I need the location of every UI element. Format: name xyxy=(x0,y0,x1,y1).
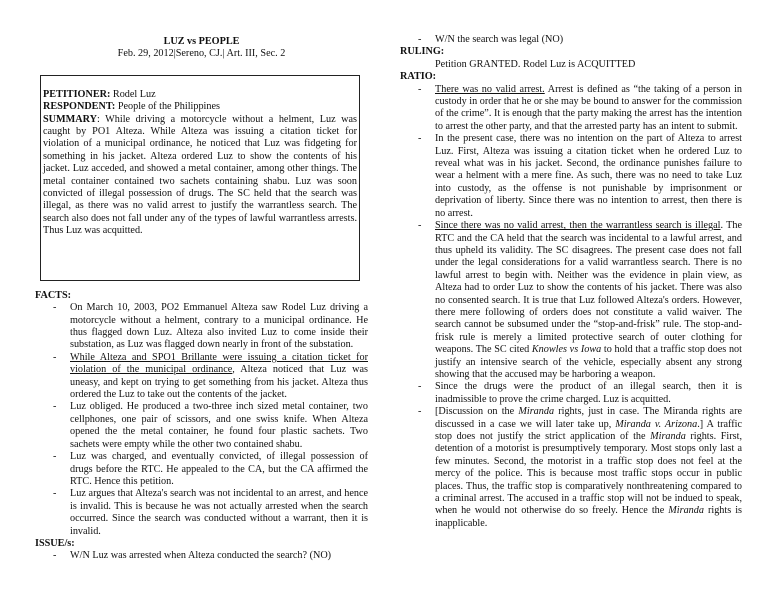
list-item xyxy=(35,352,368,402)
petitioner-label: PETITIONER: xyxy=(43,88,111,100)
respondent-label: RESPONDENT: xyxy=(43,101,116,113)
ratio-text: . The RTC and the CA held that the search was incidental to a lawful arrest, and thus upheld its validity. The SC disagrees. The present case does not fall under the legal considerations for a valid warrantless search. There is no lawful arrest to begin with. Neither was the evidence in plain view, as Alteza had to order Luz to show the contents of his jacket. There was also no consented search. It is true that Luz followed Alteza's orders. However, there mere following of orders does not constitute a valid waiver. The search cannot be subsumed under the “stop-and-frisk” rule. The stop-and-frisk rule is merely a limited protective search of outer clothing for weapons. The SC cited xyxy=(435,220,742,356)
summary-box xyxy=(40,75,360,281)
ratio-text: In the present case, there was no intention on the part of Alteza to arrest Luz. First, Alteza was issuing a citation ticket when he ordered Luz to reveal what was in his jacket. Second, the ordinance punishes failure to wear a helment with a mere fine. As such, there was no need to take Luz into custody, as the offense is not punishable by imprisonment or deprivation of liberty. Since there was no intention to arrest, then there is no arrest. xyxy=(435,133,742,219)
miranda-italic: Miranda xyxy=(668,505,704,517)
list-item xyxy=(35,451,368,488)
fact-text: Luz was charged, and eventually convicted, of illegal possession of drugs before the RTC. He appealed to the CA, but the CA affirmed the RTC. Hence this petition. xyxy=(70,451,368,487)
list-item xyxy=(400,381,742,406)
ruling-text: Petition GRANTED. Rodel Luz is ACQUITTED xyxy=(435,58,636,70)
facts-section xyxy=(35,290,368,538)
list-item xyxy=(35,550,368,562)
ratio-text: rights is inapplicable. xyxy=(435,505,742,529)
summary-label: SUMMARY xyxy=(43,113,97,125)
ratio-underlined: Since there was no valid arrest, then the warrantless search is illegal xyxy=(435,220,721,232)
fact-underlined: While Alteza and SPO1 Brillante were issuing a citation ticket for violation of the municipal ordinance xyxy=(70,351,368,376)
ratio-text: .] A traffic stop does not justify the strict application of the xyxy=(435,418,742,442)
issues-heading: ISSUE/s: xyxy=(35,537,75,549)
miranda-italic: Miranda xyxy=(650,431,686,442)
fact-text: On March 10, 2003, PO2 Emmanuel Alteza saw Rodel Luz driving a motorcycle without a helment, contrary to a municipal ordinance. He thus flagged down Luz. Alteza also invited Luz to come inside their substation, as Luz was flagged down nearly in front of the substation. xyxy=(70,302,368,351)
facts-list xyxy=(35,302,368,538)
fact-text: Luz argues that Alteza's search was not incidental to an arrest, and hence is invalid. This is because he was not actually arrested when the search occurred. Since the search was conducted without a warrant, then it is invalid. xyxy=(70,488,368,537)
fact-text: Luz obliged. He produced a two-three inch sized metal container, two cellphones, one pair of scissors, and one swiss knife. When Alteza opened the the metal container, he found four plastic sachets. Two sachets were empty while the other two contained shabu. xyxy=(70,401,368,450)
left-column xyxy=(35,0,368,563)
ratio-heading: RATIO: xyxy=(400,71,437,83)
miranda-italic: Miranda xyxy=(518,406,555,418)
list-item xyxy=(35,401,368,451)
issues-list-left xyxy=(35,550,368,562)
issue-text: W/N Luz was arrested when Alteza conducted the search? (NO) xyxy=(70,550,332,562)
petitioner-value: Rodel Luz xyxy=(110,88,156,100)
case-subtitle: Feb. 29, 2012|Sereno, CJ.| Art. III, Sec. 2 xyxy=(117,48,286,60)
petitioner-line xyxy=(43,89,357,101)
facts-heading: FACTS: xyxy=(35,289,72,301)
list-item xyxy=(35,488,368,538)
ratio-text: [Discussion on the xyxy=(435,406,519,418)
fact-text: , Alteza noticed that Luz was uneasy, and kept on trying to get something from his jacket. Alteza thus ordered the Luz to take out the contents of the jacket. xyxy=(70,364,368,401)
issue-text: W/N the search was legal (NO) xyxy=(435,34,564,45)
ratio-list xyxy=(400,84,742,531)
ratio-text: Since the drugs were the product of an illegal search, then it is inadmissible to prove the crime charged. Luz is acquitted. xyxy=(435,381,742,405)
summary-paragraph xyxy=(43,114,357,238)
ratio-text: rights. First, detention of a motorist is presumptively temporary. Most stops only last a few minutes. Second, the motorist in a traffic stop does not feel at the mercy of the police. This is because most traffic stops occur in public places. Thus, the traffic stop is comparatively nonthreatening compared to a criminal arrest. The accused in a traffic stop will not be indued to speak, when he would not otherwise do so freely. Hence the xyxy=(435,431,742,517)
ratio-text: rights, just in case. The Miranda rights are discussed in a case we will later take up, xyxy=(435,406,742,430)
case-citation: Miranda v. Arizona xyxy=(615,418,698,430)
case-citation: Knowles vs Iowa xyxy=(531,344,602,356)
respondent-value: People of the Philippines xyxy=(115,101,220,113)
summary-text: : While driving a motorcycle without a helment, Luz was caught by PO1 Alteza. While Alteza was issuing a citation ticket for violation of a municipal ordinance, he noticed that Luz was fidgeting for something in his jacket. Alteza ordered Luz to show the contents of his jacket. Luz acceded, and showed a metal container, among other things. The metal container contained two sachets containing shabu. Luz was soon convicted of illegal possession of drugs. The SC held that the search was illegal, as there was no valid arrest to justify the warrantless search. The search also does not fall under any of the types of lawful warrantless arrests. Thus Luz was acquitted. xyxy=(43,113,357,237)
list-item xyxy=(400,406,742,530)
ratio-text: to hold that a traffic stop does not justify an intensive search of the vehicle, especially absent any strong showing that the accused may be harboring a weapon. xyxy=(435,344,742,380)
case-title: LUZ vs PEOPLE xyxy=(163,36,240,47)
list-item xyxy=(400,34,742,46)
list-item xyxy=(400,133,742,220)
respondent-line xyxy=(43,101,357,113)
list-item xyxy=(400,220,742,381)
ratio-underlined: There was no valid arrest. xyxy=(435,83,545,95)
issues-list-right xyxy=(400,34,742,46)
right-column xyxy=(400,34,742,530)
ratio-text: Arrest is defined as “the taking of a person in custody in order that he or she may be bound to answer for the commission of the crime”. It is enough that the party making the arrest has the intention to arrest the other party, and that the arrested party has an intent to submit. xyxy=(435,83,742,132)
list-item xyxy=(35,302,368,352)
ruling-heading: RULING: xyxy=(400,46,445,58)
issues-section xyxy=(35,538,368,563)
list-item xyxy=(400,84,742,134)
